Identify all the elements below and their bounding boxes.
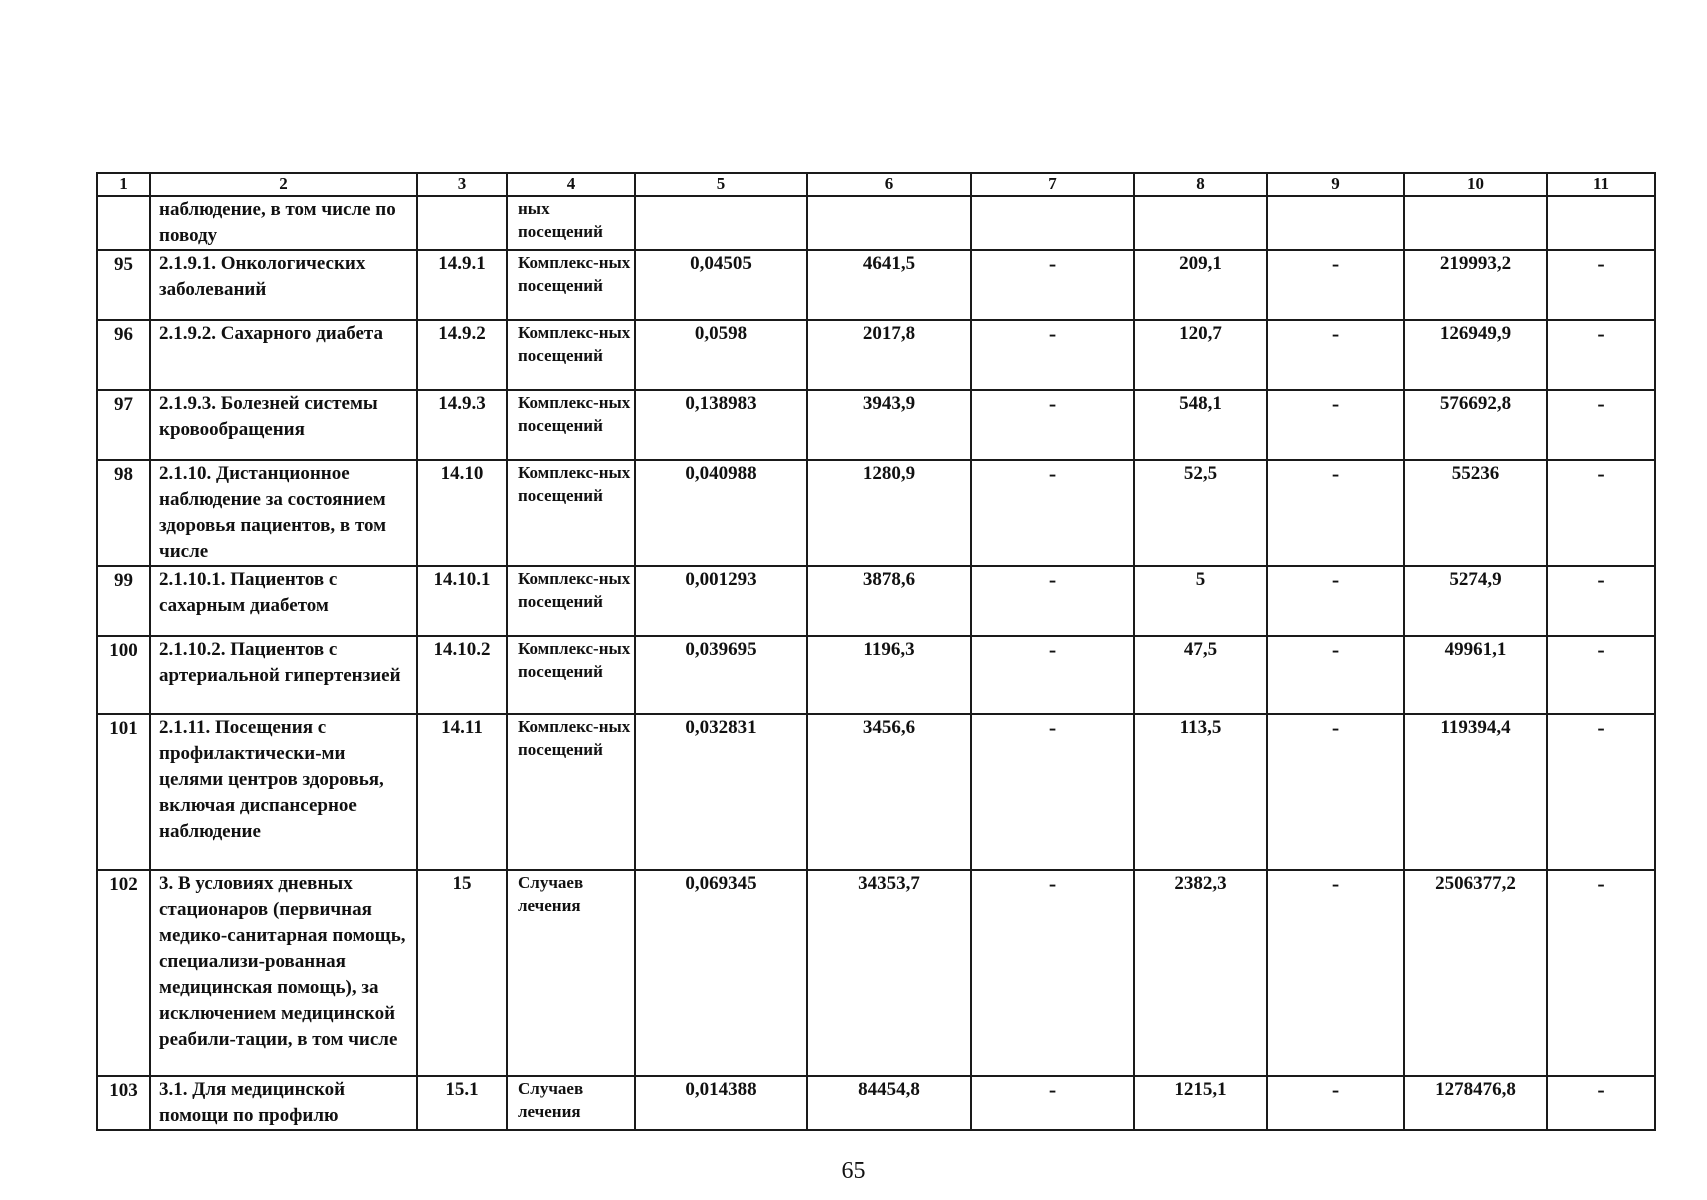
value-cell: 120,7: [1134, 320, 1267, 390]
value-cell: -: [1547, 320, 1655, 390]
table-row: [97, 870, 1655, 1076]
row-number: 100: [97, 636, 150, 714]
row-name: 2.1.11. Посещения с профилактически-ми целями центров здоровья, включая диспансерное наблюдение: [150, 714, 417, 870]
table-row: [97, 460, 1655, 566]
unit-cell: Случаев лечения: [507, 1076, 635, 1130]
value-cell: 2506377,2: [1404, 870, 1547, 1076]
value-cell: 34353,7: [807, 870, 971, 1076]
value-cell: [1267, 196, 1404, 250]
value-cell: 2017,8: [807, 320, 971, 390]
row-code: 15: [417, 870, 507, 1076]
value-cell: -: [971, 460, 1134, 566]
row-name: наблюдение, в том числе по поводу: [150, 196, 417, 250]
value-cell: -: [971, 250, 1134, 320]
value-cell: -: [1267, 320, 1404, 390]
column-header: 7: [971, 173, 1134, 196]
value-cell: -: [971, 636, 1134, 714]
value-cell: 3943,9: [807, 390, 971, 460]
column-header: 5: [635, 173, 807, 196]
value-cell: -: [1267, 1076, 1404, 1130]
value-cell: 126949,9: [1404, 320, 1547, 390]
value-cell: [635, 196, 807, 250]
header-row: [97, 173, 1655, 196]
value-cell: 209,1: [1134, 250, 1267, 320]
value-cell: -: [1547, 714, 1655, 870]
row-name: 2.1.9.1. Онкологических заболеваний: [150, 250, 417, 320]
table-row: [97, 196, 1655, 250]
value-cell: -: [1547, 636, 1655, 714]
value-cell: 4641,5: [807, 250, 971, 320]
row-name: 2.1.10.2. Пациентов с артериальной гипертензией: [150, 636, 417, 714]
table-row: [97, 320, 1655, 390]
row-number: 96: [97, 320, 150, 390]
value-cell: [971, 196, 1134, 250]
value-cell: -: [1267, 390, 1404, 460]
column-header: 11: [1547, 173, 1655, 196]
table-row: [97, 566, 1655, 636]
row-number: 95: [97, 250, 150, 320]
value-cell: 0,040988: [635, 460, 807, 566]
value-cell: 5: [1134, 566, 1267, 636]
unit-cell: Комплекс-ных посещений: [507, 636, 635, 714]
value-cell: -: [1267, 566, 1404, 636]
row-name: 2.1.9.3. Болезней системы кровообращения: [150, 390, 417, 460]
value-cell: 52,5: [1134, 460, 1267, 566]
value-cell: [1134, 196, 1267, 250]
row-code: 14.9.3: [417, 390, 507, 460]
table-body: [97, 196, 1655, 1130]
row-code: 14.9.1: [417, 250, 507, 320]
row-number: 102: [97, 870, 150, 1076]
row-code: [417, 196, 507, 250]
value-cell: -: [1547, 870, 1655, 1076]
column-header: 3: [417, 173, 507, 196]
row-number: 103: [97, 1076, 150, 1130]
value-cell: -: [971, 390, 1134, 460]
value-cell: 113,5: [1134, 714, 1267, 870]
value-cell: -: [971, 714, 1134, 870]
unit-cell: Комплекс-ных посещений: [507, 566, 635, 636]
value-cell: -: [1267, 460, 1404, 566]
unit-cell: Случаев лечения: [507, 870, 635, 1076]
value-cell: -: [1547, 250, 1655, 320]
data-table: [96, 172, 1656, 1131]
value-cell: -: [1547, 1076, 1655, 1130]
row-number: 98: [97, 460, 150, 566]
table-row: [97, 636, 1655, 714]
value-cell: [1547, 196, 1655, 250]
unit-cell: Комплекс-ных посещений: [507, 390, 635, 460]
row-code: 14.10.2: [417, 636, 507, 714]
column-header: 10: [1404, 173, 1547, 196]
row-name: 3. В условиях дневных стационаров (первичная медико-санитарная помощь, специализи-рованная медицинская помощь), за исключением медицинской реабили-тации, в том числе: [150, 870, 417, 1076]
value-cell: 1215,1: [1134, 1076, 1267, 1130]
value-cell: 49961,1: [1404, 636, 1547, 714]
row-number: 97: [97, 390, 150, 460]
column-header: 8: [1134, 173, 1267, 196]
row-number: 99: [97, 566, 150, 636]
unit-cell: ных посещений: [507, 196, 635, 250]
value-cell: 0,138983: [635, 390, 807, 460]
value-cell: -: [971, 566, 1134, 636]
unit-cell: Комплекс-ных посещений: [507, 460, 635, 566]
value-cell: -: [971, 1076, 1134, 1130]
value-cell: -: [1267, 250, 1404, 320]
value-cell: 0,014388: [635, 1076, 807, 1130]
row-code: 14.11: [417, 714, 507, 870]
row-name: 2.1.9.2. Сахарного диабета: [150, 320, 417, 390]
value-cell: 84454,8: [807, 1076, 971, 1130]
unit-cell: Комплекс-ных посещений: [507, 320, 635, 390]
table-row: [97, 390, 1655, 460]
value-cell: 2382,3: [1134, 870, 1267, 1076]
row-code: 15.1: [417, 1076, 507, 1130]
value-cell: -: [1267, 870, 1404, 1076]
value-cell: 119394,4: [1404, 714, 1547, 870]
value-cell: 0,001293: [635, 566, 807, 636]
value-cell: 548,1: [1134, 390, 1267, 460]
value-cell: 47,5: [1134, 636, 1267, 714]
column-header: 6: [807, 173, 971, 196]
column-header: 9: [1267, 173, 1404, 196]
value-cell: 3456,6: [807, 714, 971, 870]
unit-cell: Комплекс-ных посещений: [507, 714, 635, 870]
column-header: 1: [97, 173, 150, 196]
value-cell: 1278476,8: [1404, 1076, 1547, 1130]
value-cell: 3878,6: [807, 566, 971, 636]
value-cell: -: [971, 870, 1134, 1076]
table-row: [97, 1076, 1655, 1130]
value-cell: -: [1267, 714, 1404, 870]
row-code: 14.10: [417, 460, 507, 566]
value-cell: -: [1547, 390, 1655, 460]
row-name: 3.1. Для медицинской помощи по профилю: [150, 1076, 417, 1130]
value-cell: -: [1547, 460, 1655, 566]
value-cell: 0,04505: [635, 250, 807, 320]
value-cell: 55236: [1404, 460, 1547, 566]
value-cell: 219993,2: [1404, 250, 1547, 320]
table-row: [97, 250, 1655, 320]
value-cell: 576692,8: [1404, 390, 1547, 460]
table-header: [97, 173, 1655, 196]
column-header: 4: [507, 173, 635, 196]
value-cell: -: [1547, 566, 1655, 636]
row-code: 14.10.1: [417, 566, 507, 636]
unit-cell: Комплекс-ных посещений: [507, 250, 635, 320]
column-header: 2: [150, 173, 417, 196]
value-cell: -: [1267, 636, 1404, 714]
page-number: 65: [841, 1158, 866, 1184]
value-cell: 1196,3: [807, 636, 971, 714]
value-cell: 1280,9: [807, 460, 971, 566]
row-number: 101: [97, 714, 150, 870]
value-cell: 0,069345: [635, 870, 807, 1076]
table-row: [97, 714, 1655, 870]
value-cell: -: [971, 320, 1134, 390]
value-cell: 0,0598: [635, 320, 807, 390]
value-cell: 0,039695: [635, 636, 807, 714]
value-cell: [807, 196, 971, 250]
value-cell: [1404, 196, 1547, 250]
row-number: [97, 196, 150, 250]
value-cell: 0,032831: [635, 714, 807, 870]
row-name: 2.1.10.1. Пациентов с сахарным диабетом: [150, 566, 417, 636]
value-cell: 5274,9: [1404, 566, 1547, 636]
row-code: 14.9.2: [417, 320, 507, 390]
row-name: 2.1.10. Дистанционное наблюдение за состоянием здоровья пациентов, в том числе: [150, 460, 417, 566]
